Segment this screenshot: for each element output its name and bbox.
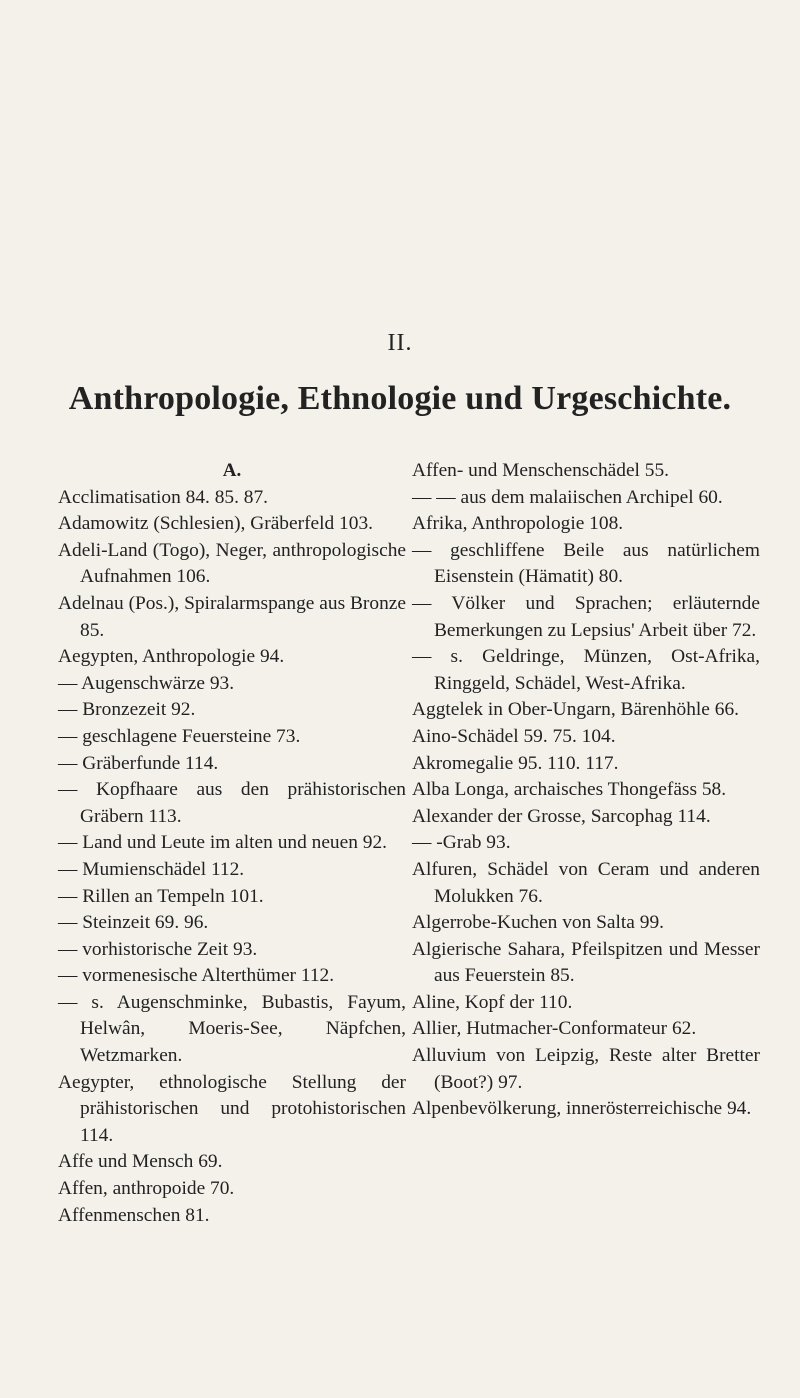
index-entry: Adelnau (Pos.), Spiralarmspange aus Bronze 85. (58, 592, 406, 641)
index-entry: Acclimatisation 84. 85. 87. (58, 486, 269, 508)
left-column (58, 458, 406, 1229)
index-entry: Affenmenschen 81. (58, 1204, 210, 1226)
index-letter-heading: A. (222, 460, 242, 481)
index-entry: — Mumienschädel 112. (58, 858, 245, 880)
index-entry: — s. Augenschminke, Bubastis, Fayum, Helwân, Moeris-See, Näpfchen, Wetzmarken. (58, 991, 406, 1067)
index-entry: Aegypter, ethnologische Stellung der prähistorischen und protohistorischen 114. (58, 1071, 406, 1146)
index-entry: Aline, Kopf der 110. (412, 991, 573, 1013)
left-entry-list (58, 485, 406, 1230)
index-entry: Algierische Sahara, Pfeilspitzen und Messer aus Feuerstein 85. (412, 938, 760, 987)
index-entry: Alfuren, Schädel von Ceram und anderen Molukken 76. (412, 858, 760, 907)
index-entry: Alba Longa, archaisches Thongefäss 58. (412, 779, 727, 801)
index-entry: Afrika, Anthropologie 108. (412, 513, 624, 535)
index-entry: — vormenesische Alterthümer 112. (58, 965, 335, 987)
index-entry: — s. Geldringe, Münzen, Ost-Afrika, Ringgeld, Schädel, West-Afrika. (412, 646, 760, 694)
index-entry: Affen- und Menschenschädel 55. (412, 460, 670, 481)
index-entry: Affen, anthropoide 70. (58, 1178, 235, 1200)
index-entry: — Land und Leute im alten und neuen 92. (58, 832, 388, 854)
index-entry: Adeli-Land (Togo), Neger, anthropologische Aufnahmen 106. (58, 539, 406, 588)
page-title: Anthropologie, Ethnologie und Urgeschichte. (68, 380, 732, 417)
index-entry: Aggtelek in Ober-Ungarn, Bärenhöhle 66. (412, 699, 739, 721)
right-column (412, 458, 760, 1123)
index-entry: — Völker und Sprachen; erläuternde Bemerkungen zu Lepsius' Arbeit über 72. (412, 592, 760, 641)
right-entry-list (412, 458, 760, 1123)
index-entry: Akromegalie 95. 110. 117. (412, 752, 619, 774)
index-entry: — Rillen an Tempeln 101. (58, 885, 264, 907)
section-number: II. (387, 330, 413, 356)
index-entry: Allier, Hutmacher-Conformateur 62. (412, 1018, 697, 1040)
index-entry: Adamowitz (Schlesien), Gräberfeld 103. (58, 513, 373, 535)
index-entry: Aegypten, Anthropologie 94. (58, 646, 285, 668)
index-entry: — Bronzezeit 92. (58, 699, 196, 721)
index-entry: — — aus dem malaiischen Archipel 60. (412, 486, 723, 508)
index-entry: — Augenschwärze 93. (58, 672, 235, 694)
index-entry: Alluvium von Leipzig, Reste alter Bretter (Boot?) 97. (412, 1045, 760, 1093)
index-entry: Affe und Mensch 69. (58, 1151, 223, 1173)
index-entry: — Kopfhaare aus den prähistorischen Gräbern 113. (58, 779, 406, 827)
index-entry: Aino-Schädel 59. 75. 104. (412, 725, 616, 747)
index-entry: Algerrobe-Kuchen von Salta 99. (412, 912, 665, 934)
index-entry: Alexander der Grosse, Sarcophag 114. (412, 805, 711, 827)
index-entry: — -Grab 93. (412, 832, 511, 854)
index-entry: — geschliffene Beile aus natürlichem Eisenstein (Hämatit) 80. (412, 539, 760, 588)
index-entry: — geschlagene Feuersteine 73. (58, 725, 301, 747)
index-entry: Alpenbevölkerung, innerösterreichische 94. (412, 1098, 752, 1120)
index-entry: — Gräberfunde 114. (58, 752, 219, 774)
index-entry: — Steinzeit 69. 96. (58, 912, 209, 934)
index-entry: — vorhistorische Zeit 93. (58, 938, 258, 960)
